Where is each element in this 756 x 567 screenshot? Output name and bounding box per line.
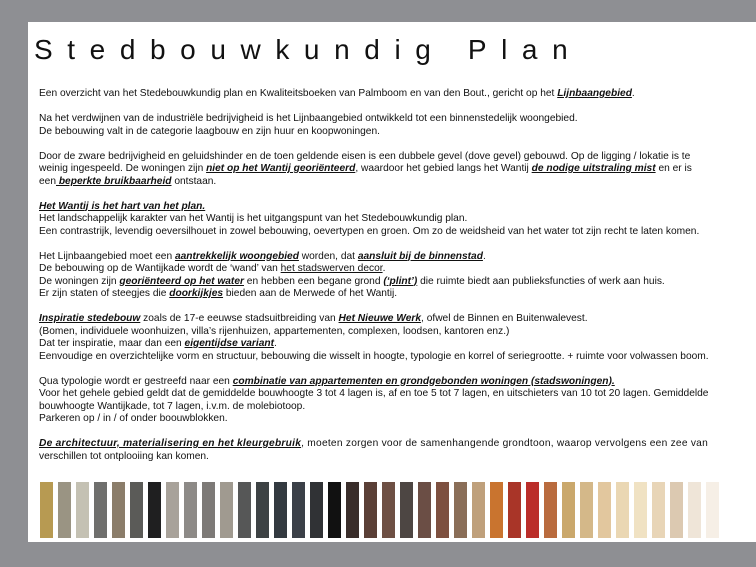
emphasis-views: doorkijkjes [169, 288, 224, 299]
color-swatch-28 [526, 482, 539, 538]
emphasis-architecture: De architectuur, materialisering en het kleurgebruik [39, 438, 302, 449]
paragraph-problems [39, 151, 747, 189]
paragraph-history [39, 113, 747, 138]
emphasis-connects-city: aansluit bij de binnenstad [357, 250, 483, 262]
color-swatch-33 [616, 482, 629, 538]
text-line: Het Lijnbaangebied moet een aantrekkelijk woongebied worden, dat aansluit bij de binnenstad. [39, 250, 486, 262]
page-title: Stedbouwkundig Plan [34, 34, 583, 65]
color-swatch-5 [112, 482, 125, 538]
color-swatch-16 [310, 482, 323, 538]
color-swatch-37 [688, 482, 701, 538]
text-line: Er zijn staten of steegjes die doorkijkjes bieden aan de Merwede of het Wantij. [39, 288, 398, 299]
color-swatch-18 [346, 482, 359, 538]
color-swatch-19 [364, 482, 377, 538]
color-swatch-36 [670, 482, 683, 538]
color-swatch-11 [220, 482, 233, 538]
text-line: een beperkte bruikbaarheid ontstaan. [39, 175, 217, 187]
paragraph-goals [39, 251, 747, 301]
color-swatch-2 [58, 482, 71, 538]
color-swatch-9 [184, 482, 197, 538]
text-line: Dat ter inspiratie, maar dan een eigentijdse variant. [39, 338, 277, 349]
paragraph-inspiration [39, 313, 747, 363]
color-swatch-24 [454, 482, 467, 538]
section-heading-wantij: Het Wantij is het hart van het plan. [39, 200, 206, 212]
text-line: Een overzicht van het Stedebouwkundig plan en Kwaliteitsboeken van Palmboom en van den Bout., gericht op het Lijnbaangebied. [39, 88, 635, 99]
color-swatch-13 [256, 482, 269, 538]
color-swatch-29 [544, 482, 557, 538]
emphasis-combination: combinatie van appartementen en grondgebonden woningen (stadswoningen). [232, 375, 615, 387]
document-body [39, 88, 747, 476]
text-line: De architectuur, materialisering en het kleurgebruik, moeten zorgen voor de samenhangende grondtoon, waarop vervolgens een zee van [39, 438, 709, 449]
color-swatch-4 [94, 482, 107, 538]
text-line: Een contrastrijk, levendig oeversilhouet in zowel bebouwing, oevertypen en groen. Om zo de weidsheid van het water tot zijn recht te laten komen. [39, 225, 700, 237]
color-swatch-17 [328, 482, 341, 538]
text-line: De bebouwing op de Wantijkade wordt de ‘wand’ van het stadswerven decor. [39, 263, 386, 274]
emphasis-inspiration: Inspiratie stedebouw [39, 313, 141, 324]
text-line: Eenvoudige en overzichtelijke vorm en structuur, bebouwing die wisselt in hoogte, typologie en korrel of seriegrootte. + ruimte voor volwassen boom. [39, 350, 709, 362]
emphasis-nieuwe-werk: Het Nieuwe Werk [338, 313, 422, 324]
text-line: Parkeren op / in / of onder boouwblokken. [39, 413, 228, 424]
text-line: Door de zware bedrijvigheid en geluidshinder en de toen geldende eisen is een dubbele gevel (dove gevel) gebouwd. Op de ligging / lokatie is te [39, 150, 691, 162]
color-swatch-3 [76, 482, 89, 538]
emphasis-limited-usability: beperkte bruikbaarheid [56, 175, 172, 187]
color-palette [40, 482, 719, 538]
paragraph-architecture [39, 438, 747, 463]
color-swatch-10 [202, 482, 215, 538]
emphasis-not-oriented: niet op het Wantij georiënteerd [206, 163, 356, 174]
paragraph-wantij [39, 201, 747, 239]
color-swatch-20 [382, 482, 395, 538]
emphasis-lijnbaangebied: Lijnbaangebied [557, 88, 632, 99]
text-line: Inspiratie stedebouw zoals de 17-e eeuwse stadsuitbreiding van Het Nieuwe Werk, ofwel de Binnen en Buitenwalevest. [39, 313, 588, 324]
text-line: verschillen tot ontplooiing kan komen. [39, 450, 209, 462]
emphasis-missing-appeal: de nodige uitstraling mist [531, 163, 656, 174]
text-line: Het landschappelijk karakter van het Wantij is het uitgangspunt van het Stedebouwkundig plan. [39, 213, 468, 224]
emphasis-contemporary: eigentijdse variant [184, 338, 274, 349]
color-swatch-8 [166, 482, 179, 538]
color-swatch-23 [436, 482, 449, 538]
text-line: Qua typologie wordt er gestreefd naar een combinatie van appartementen en grondgebonden woningen (stadswoningen). [39, 375, 615, 387]
paragraph-typology [39, 376, 747, 426]
emphasis-plint: (‘plint’) [383, 275, 418, 287]
color-swatch-30 [562, 482, 575, 538]
emphasis-attractive-living: aantrekkelijk woongebied [174, 250, 299, 262]
text-line: bouwhoogte Wantijkade, tot 7 lagen, i.v.m. de molebiotoop. [39, 400, 306, 412]
color-swatch-14 [274, 482, 287, 538]
text-line: De woningen zijn georiënteerd op het water en hebben een begane grond (‘plint’) die ruimte biedt aan publieksfuncties of werk aan huis. [39, 275, 665, 287]
underline-decor: het stadswerven decor [280, 263, 383, 274]
color-swatch-34 [634, 482, 647, 538]
text-line: Voor het gehele gebied geldt dat de gemiddelde bouwhoogte 3 tot 4 lagen is, af en toe 5 tot 7 lagen, en uitschieters van 10 tot 20 lagen. Gemiddelde [39, 388, 709, 399]
color-swatch-6 [130, 482, 143, 538]
color-swatch-21 [400, 482, 413, 538]
color-swatch-1 [40, 482, 53, 538]
emphasis-water-oriented: georiënteerd op het water [119, 275, 244, 287]
color-swatch-7 [148, 482, 161, 538]
color-swatch-12 [238, 482, 251, 538]
color-swatch-22 [418, 482, 431, 538]
text-line: weinig ingespeeld. De woningen zijn niet op het Wantij georiënteerd, waardoor het gebied langs het Wantij de nodige uitstraling mist en er is [39, 163, 692, 174]
color-swatch-26 [490, 482, 503, 538]
color-swatch-35 [652, 482, 665, 538]
text-line: (Bomen, individuele woonhuizen, villa’s rijenhuizen, appartementen, complexen, loodsen, kantoren enz.) [39, 325, 510, 337]
color-swatch-38 [706, 482, 719, 538]
color-swatch-32 [598, 482, 611, 538]
document-page [28, 22, 756, 542]
text-line: De bebouwing valt in de categorie laagbouw en zijn huur en koopwoningen. [39, 125, 380, 137]
color-swatch-27 [508, 482, 521, 538]
color-swatch-31 [580, 482, 593, 538]
color-swatch-15 [292, 482, 305, 538]
paragraph-overview [39, 88, 747, 101]
text-line: Na het verdwijnen van de industriële bedrijvigheid is het Lijnbaangebied ontwikkeld tot een binnenstedelijk woongebied. [39, 113, 578, 124]
color-swatch-25 [472, 482, 485, 538]
